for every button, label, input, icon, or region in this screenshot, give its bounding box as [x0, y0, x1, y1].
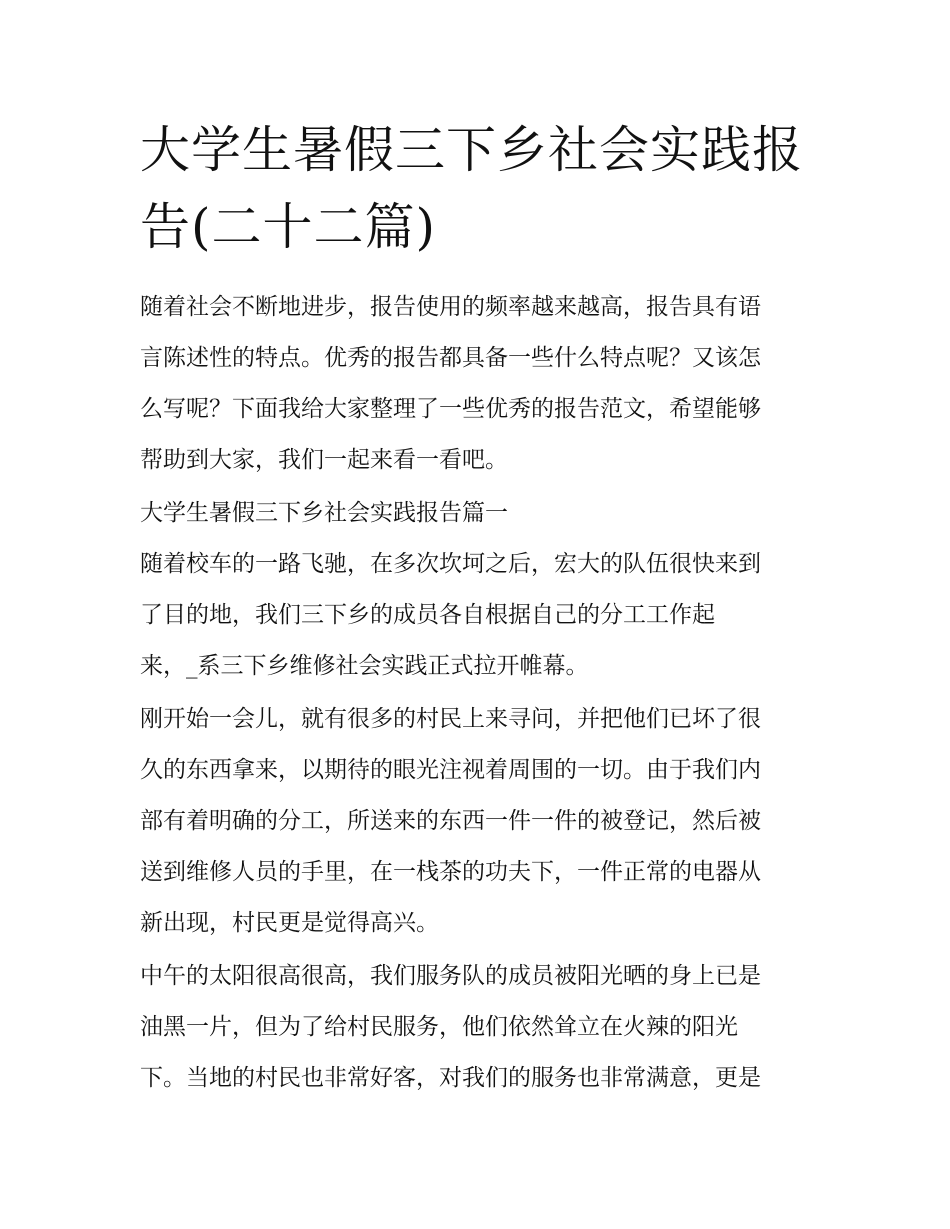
- text-line: 随着校车的一路飞驰，在多次坎坷之后，宏大的队伍很快来到: [140, 551, 761, 577]
- paragraph-2: [140, 694, 815, 949]
- document-page: [140, 0, 815, 1106]
- text-line: 下。当地的村民也非常好客，对我们的服务也非常满意，更是: [140, 1065, 761, 1091]
- text-line: 帮助到大家，我们一起来看一看吧。: [140, 447, 508, 473]
- section-heading: 大学生暑假三下乡社会实践报告篇一: [140, 500, 508, 526]
- text-line: 刚开始一会儿，就有很多的村民上来寻问，并把他们已坏了很: [140, 706, 761, 732]
- document-title: [140, 0, 820, 266]
- text-line: 么写呢？下面我给大家整理了一些优秀的报告范文，希望能够: [140, 396, 761, 422]
- intro-paragraph: [140, 282, 815, 486]
- title-line: 告(二十二篇): [140, 198, 437, 256]
- text-line: 了目的地，我们三下乡的成员各自根据自己的分工工作起: [140, 602, 715, 628]
- text-line: 送到维修人员的手里，在一栈茶的功夫下，一件正常的电器从: [140, 859, 761, 885]
- title-line: 大学生暑假三下乡社会实践报: [140, 121, 803, 179]
- document-body: [140, 282, 815, 1104]
- text-line: 久的东西拿来，以期待的眼光注视着周围的一切。由于我们内: [140, 757, 761, 783]
- paragraph-1: [140, 539, 815, 692]
- text-line: 言陈述性的特点。优秀的报告都具备一些什么特点呢？又该怎: [140, 345, 761, 371]
- text-line: 中午的太阳很高很高，我们服务队的成员被阳光晒的身上已是: [140, 963, 761, 989]
- text-line: 来，_系三下乡维修社会实践正式拉开帷幕。: [140, 653, 589, 679]
- text-line: 油黑一片，但为了给村民服务，他们依然耸立在火辣的阳光: [140, 1014, 738, 1040]
- text-line: 新出现，村民更是觉得高兴。: [140, 910, 439, 936]
- paragraph-3: [140, 951, 815, 1104]
- text-line: 部有着明确的分工，所送来的东西一件一件的被登记，然后被: [140, 808, 761, 834]
- text-line: 随着社会不断地进步，报告使用的频率越来越高，报告具有语: [140, 294, 761, 320]
